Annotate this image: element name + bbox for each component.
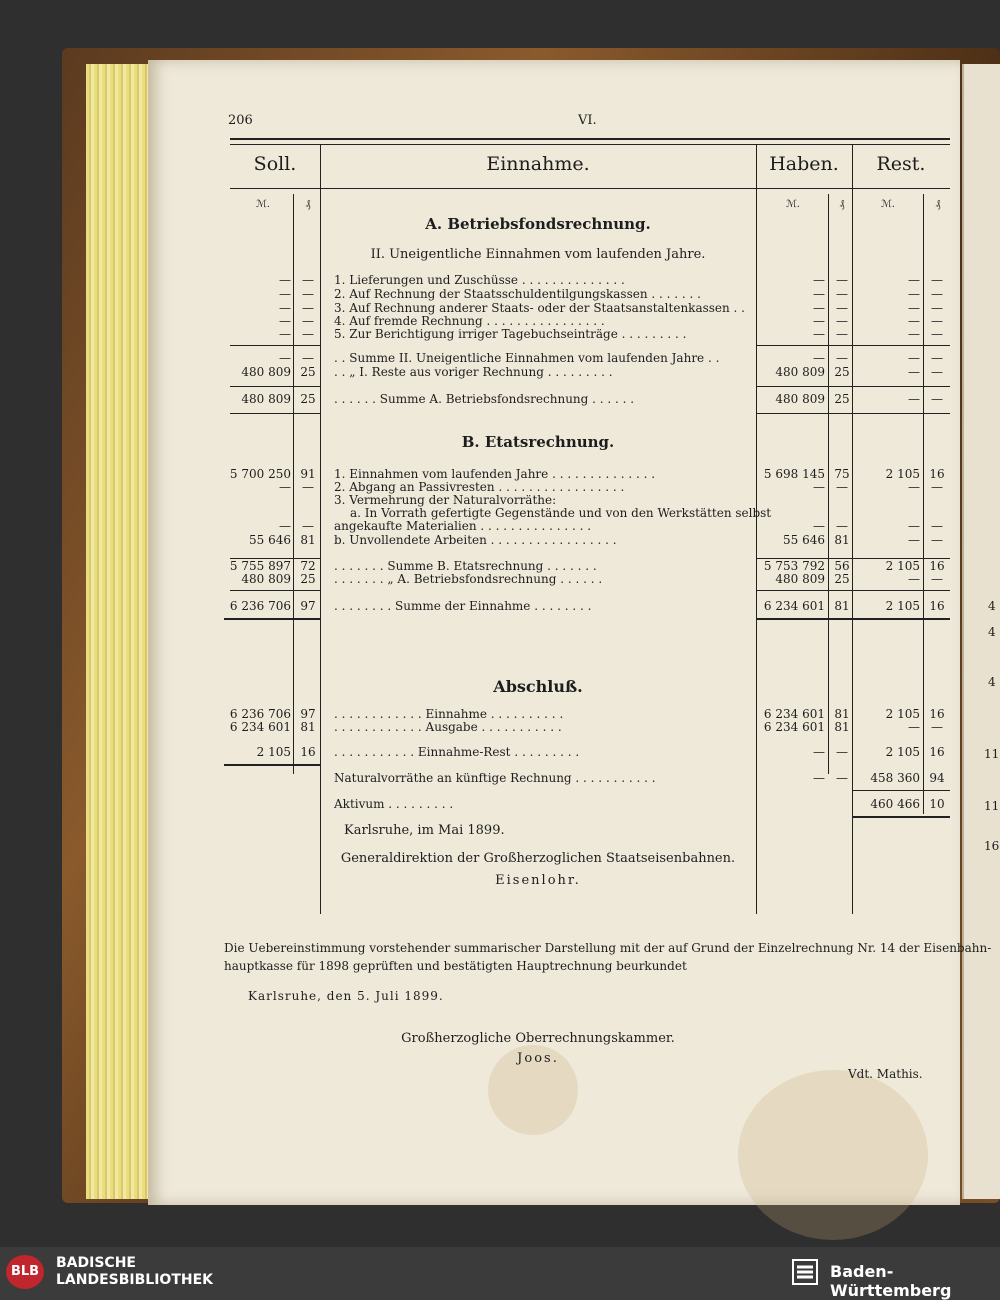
haben-pf-cell: — [836,327,848,341]
haben-pf-cell: 25 [834,392,850,406]
rest-pf-cell: — [931,351,943,365]
row-label: 5. Zur Berichtigung irriger Tagebuchseinträge . . . . . . . . . [334,327,687,341]
soll-mark-cell: 6 234 601 [229,720,291,734]
haben-pf-cell: 81 [834,599,850,613]
double-rule [756,618,950,620]
rest-mark-cell: — [908,519,920,533]
rest-mark-cell: — [908,314,920,328]
soll-mark-cell: 2 105 [256,745,291,759]
haben-pf-cell: 81 [834,707,850,721]
soll-pf-cell: 97 [300,707,316,721]
blb-logo-icon[interactable]: BLB [6,1255,44,1289]
rest-pf-cell: 10 [929,797,945,811]
soll-mark-cell: 480 809 [241,572,291,586]
double-rule [852,816,950,818]
rest-mark-cell: 458 360 [870,771,920,785]
haben-pf-cell: — [836,273,848,287]
library-name-line-2: LANDESBIBLIOTHEK [56,1272,214,1288]
library-name[interactable] [56,1255,213,1289]
row-label: 2. Auf Rechnung der Staatsschuldentilgungskassen . . . . . . . [334,287,701,301]
rest-mark-cell: 460 466 [870,797,920,811]
soll-pf-cell: 72 [300,559,316,573]
rest-mark-cell: — [908,351,920,365]
haben-mark-cell: 5 753 792 [763,559,825,573]
row-label: . . . . . . . . . . . Einnahme-Rest . . . . . . . . . [334,745,580,759]
row-label: Aktivum . . . . . . . . . [334,797,454,811]
rest-mark-cell: — [908,365,920,379]
haben-mark-cell: 480 809 [775,365,825,379]
soll-mark-cell: 5 755 897 [229,559,291,573]
soll-pf-cell: 81 [300,533,316,547]
haben-pf-cell: — [836,301,848,315]
soll-pf-cell: — [302,480,314,494]
soll-mark-cell: — [279,314,291,328]
row-label: . . Summe II. Uneigentliche Einnahmen vom laufenden Jahre . . [334,351,720,365]
subtotal-rule [230,558,320,559]
row-label: 4. Auf fremde Rechnung . . . . . . . . . . . . . . . . [334,314,605,328]
adjacent-page-fragment: 16 [984,839,1000,853]
state-name[interactable]: Baden-Württemberg [830,1262,952,1300]
rest-pf-cell: — [931,519,943,533]
soll-pf-cell: — [302,351,314,365]
rest-pf-cell: 16 [929,707,945,721]
rest-mark-cell: — [908,273,920,287]
soll-pf-cell: — [302,301,314,315]
row-label: . . . . . . Summe A. Betriebsfondsrechnung . . . . . . [334,392,635,406]
library-name-line-1: BADISCHE [56,1255,136,1271]
row-label: angekaufte Materialien . . . . . . . . . . . . . . . [334,519,592,533]
adjacent-page-fragment: 4 [988,625,996,639]
double-rule [224,618,320,620]
haben-pf-cell: 81 [834,533,850,547]
row-label: . . „ I. Reste aus voriger Rechnung . . . . . . . . . [334,365,613,379]
unit-pf: ₰ [839,199,845,210]
haben-mark-cell: — [813,351,825,365]
haben-pf-cell: — [836,480,848,494]
certification-authority: Großherzogliche Oberrechnungskammer. [401,1031,675,1046]
haben-mark-cell: — [813,314,825,328]
haben-pf-cell: — [836,771,848,785]
col-rule-rest [852,144,853,914]
rest-pf-cell: — [931,273,943,287]
haben-pf-cell: — [836,519,848,533]
haben-pf-cell: 25 [834,572,850,586]
rest-mark-cell: 2 105 [885,745,920,759]
soll-mark-cell: 6 236 706 [229,599,291,613]
rest-mark-cell: — [908,533,920,547]
soll-mark-cell: 6 236 706 [229,707,291,721]
signoff-name: Eisenlohr. [495,873,581,888]
rest-pf-cell: — [931,365,943,379]
haben-pf-cell: — [836,287,848,301]
rest-mark-cell: — [908,392,920,406]
adjacent-page-fragment: 4 [988,599,996,613]
rest-mark-cell: 2 105 [885,599,920,613]
haben-mark-cell: 480 809 [775,392,825,406]
total-rule [224,764,320,766]
row-label: . . . . . . . . . . . . Einnahme . . . . . . . . . . [334,707,564,721]
soll-mark-cell: — [279,480,291,494]
haben-mark-cell: — [813,273,825,287]
adjacent-page-fragment: 4 [988,675,996,689]
haben-mark-cell: 6 234 601 [763,707,825,721]
haben-mark-cell: — [813,745,825,759]
top-rule-thin [230,144,950,145]
row-label: a. In Vorrath gefertigte Gegenstände und von den Werkstätten selbst [350,506,772,520]
haben-mark-cell: — [813,287,825,301]
document-page [148,60,992,1205]
subtotal-rule [230,345,320,346]
col-header-soll: Soll. [253,153,297,175]
soll-pf-cell: — [302,519,314,533]
col-rule-haben [756,144,757,914]
row-label: 1. Lieferungen und Zuschüsse . . . . . . . . . . . . . . [334,273,625,287]
haben-mark-cell: — [813,771,825,785]
col-rule-rest-pf [923,194,924,814]
haben-mark-cell: — [813,480,825,494]
rest-pf-cell: — [931,287,943,301]
abschluss-title: Abschluß. [493,677,583,696]
haben-mark-cell: 6 234 601 [763,599,825,613]
rest-pf-cell: — [931,533,943,547]
row-label: 1. Einnahmen vom laufenden Jahre . . . . . . . . . . . . . . [334,467,656,481]
row-label: 3. Vermehrung der Naturalvorräthe: [334,493,557,507]
haben-pf-cell: — [836,745,848,759]
rest-mark-cell: — [908,572,920,586]
haben-pf-cell: — [836,314,848,328]
unit-pf: ₰ [305,199,311,210]
lions-emblem-icon [790,1257,820,1287]
rest-mark-cell: — [908,720,920,734]
rest-mark-cell: 2 105 [885,467,920,481]
adjacent-page-fragment: 11 [984,799,1000,813]
certification-place-date: Karlsruhe, den 5. Juli 1899. [248,989,444,1003]
row-label: . . . . . . . „ A. Betriebsfondsrechnung . . . . . . [334,572,603,586]
soll-mark-cell: 5 700 250 [229,467,291,481]
subtotal-rule [756,558,950,559]
haben-mark-cell: — [813,519,825,533]
certification-line-1: Die Uebereinstimmung vorstehender summarischer Darstellung mit der auf Grund der Einzelrechnung Nr. 14 der Eisenbahn- [224,941,992,955]
soll-pf-cell: — [302,287,314,301]
total-rule [230,386,320,387]
haben-pf-cell: — [836,351,848,365]
row-label: . . . . . . . . . . . . Ausgabe . . . . . . . . . . . [334,720,562,734]
certification-line-2: hauptkasse für 1898 geprüften und bestätigten Hauptrechnung beurkundet [224,959,687,973]
chapter-number: VI. [578,113,597,128]
total-rule [230,413,320,414]
rest-pf-cell: — [931,720,943,734]
unit-mark: ℳ. [256,199,270,210]
haben-pf-cell: 56 [834,559,850,573]
rest-mark-cell: 2 105 [885,559,920,573]
haben-mark-cell: 5 698 145 [763,467,825,481]
rest-pf-cell: 16 [929,599,945,613]
total-rule [852,790,950,791]
soll-mark-cell: — [279,287,291,301]
row-label: 2. Abgang an Passivresten . . . . . . . . . . . . . . . . . [334,480,625,494]
paper-stain [738,1067,928,1240]
top-rule [230,138,950,140]
haben-mark-cell: 55 646 [783,533,825,547]
row-label: . . . . . . . Summe B. Etatsrechnung . . . . . . . [334,559,597,573]
section-a-subtitle: II. Uneigentliche Einnahmen vom laufenden Jahre. [370,247,706,262]
row-label: . . . . . . . . Summe der Einnahme . . . . . . . . [334,599,592,613]
unit-mark: ℳ. [786,199,800,210]
rest-pf-cell: — [931,480,943,494]
total-rule [756,413,950,414]
col-header-rest: Rest. [876,153,926,175]
viewer-footer [0,1247,1000,1300]
row-label: b. Unvollendete Arbeiten . . . . . . . . . . . . . . . . . [334,533,617,547]
soll-mark-cell: — [279,519,291,533]
page-number: 206 [228,113,253,128]
soll-pf-cell: 81 [300,720,316,734]
soll-mark-cell: 480 809 [241,365,291,379]
signoff-authority: Generaldirektion der Großherzoglichen Staatseisenbahnen. [340,851,736,866]
haben-pf-cell: 75 [834,467,850,481]
soll-pf-cell: — [302,273,314,287]
rest-pf-cell: — [931,301,943,315]
haben-mark-cell: — [813,327,825,341]
col-header-haben: Haben. [769,153,839,175]
haben-mark-cell: — [813,301,825,315]
subtotal-rule [756,345,950,346]
certification-name: Joos. [517,1051,559,1066]
haben-mark-cell: 6 234 601 [763,720,825,734]
rest-pf-cell: 16 [929,467,945,481]
soll-pf-cell: 16 [300,745,316,759]
haben-mark-cell: 480 809 [775,572,825,586]
soll-mark-cell: — [279,273,291,287]
soll-pf-cell: 25 [300,392,316,406]
soll-mark-cell: — [279,301,291,315]
rest-mark-cell: 2 105 [885,707,920,721]
haben-pf-cell: 25 [834,365,850,379]
soll-mark-cell: — [279,327,291,341]
col-rule-haben-pf [828,194,829,774]
rest-pf-cell: 16 [929,559,945,573]
section-a-title: A. Betriebsfondsrechnung. [425,215,651,233]
soll-mark-cell: — [279,351,291,365]
col-rule-soll-pf [293,194,294,774]
rest-mark-cell: — [908,480,920,494]
unit-pf: ₰ [935,199,941,210]
rest-pf-cell: — [931,327,943,341]
rest-pf-cell: 94 [929,771,945,785]
total-rule [756,590,950,591]
haben-pf-cell: 81 [834,720,850,734]
total-rule [756,386,950,387]
soll-pf-cell: — [302,314,314,328]
rest-pf-cell: 16 [929,745,945,759]
signoff-place-date: Karlsruhe, im Mai 1899. [344,823,505,838]
col-header-einnahme: Einnahme. [486,153,590,175]
rest-mark-cell: — [908,301,920,315]
section-b-title: B. Etatsrechnung. [461,433,615,451]
rest-mark-cell: — [908,327,920,341]
rest-pf-cell: — [931,392,943,406]
soll-pf-cell: 97 [300,599,316,613]
certification-vdt: Vdt. Mathis. [848,1067,923,1081]
total-rule [230,590,320,591]
soll-pf-cell: 91 [300,467,316,481]
rest-pf-cell: — [931,314,943,328]
header-rule [230,188,950,189]
soll-mark-cell: 480 809 [241,392,291,406]
soll-pf-cell: 25 [300,365,316,379]
adjacent-page-fragment: 11 [984,747,1000,761]
row-label: Naturalvorräthe an künftige Rechnung . . . . . . . . . . . [334,771,656,785]
soll-mark-cell: 55 646 [249,533,291,547]
unit-mark: ℳ. [881,199,895,210]
soll-pf-cell: — [302,327,314,341]
rest-pf-cell: — [931,572,943,586]
soll-pf-cell: 25 [300,572,316,586]
row-label: 3. Auf Rechnung anderer Staats- oder der Staatsanstaltenkassen . . [334,301,745,315]
rest-mark-cell: — [908,287,920,301]
